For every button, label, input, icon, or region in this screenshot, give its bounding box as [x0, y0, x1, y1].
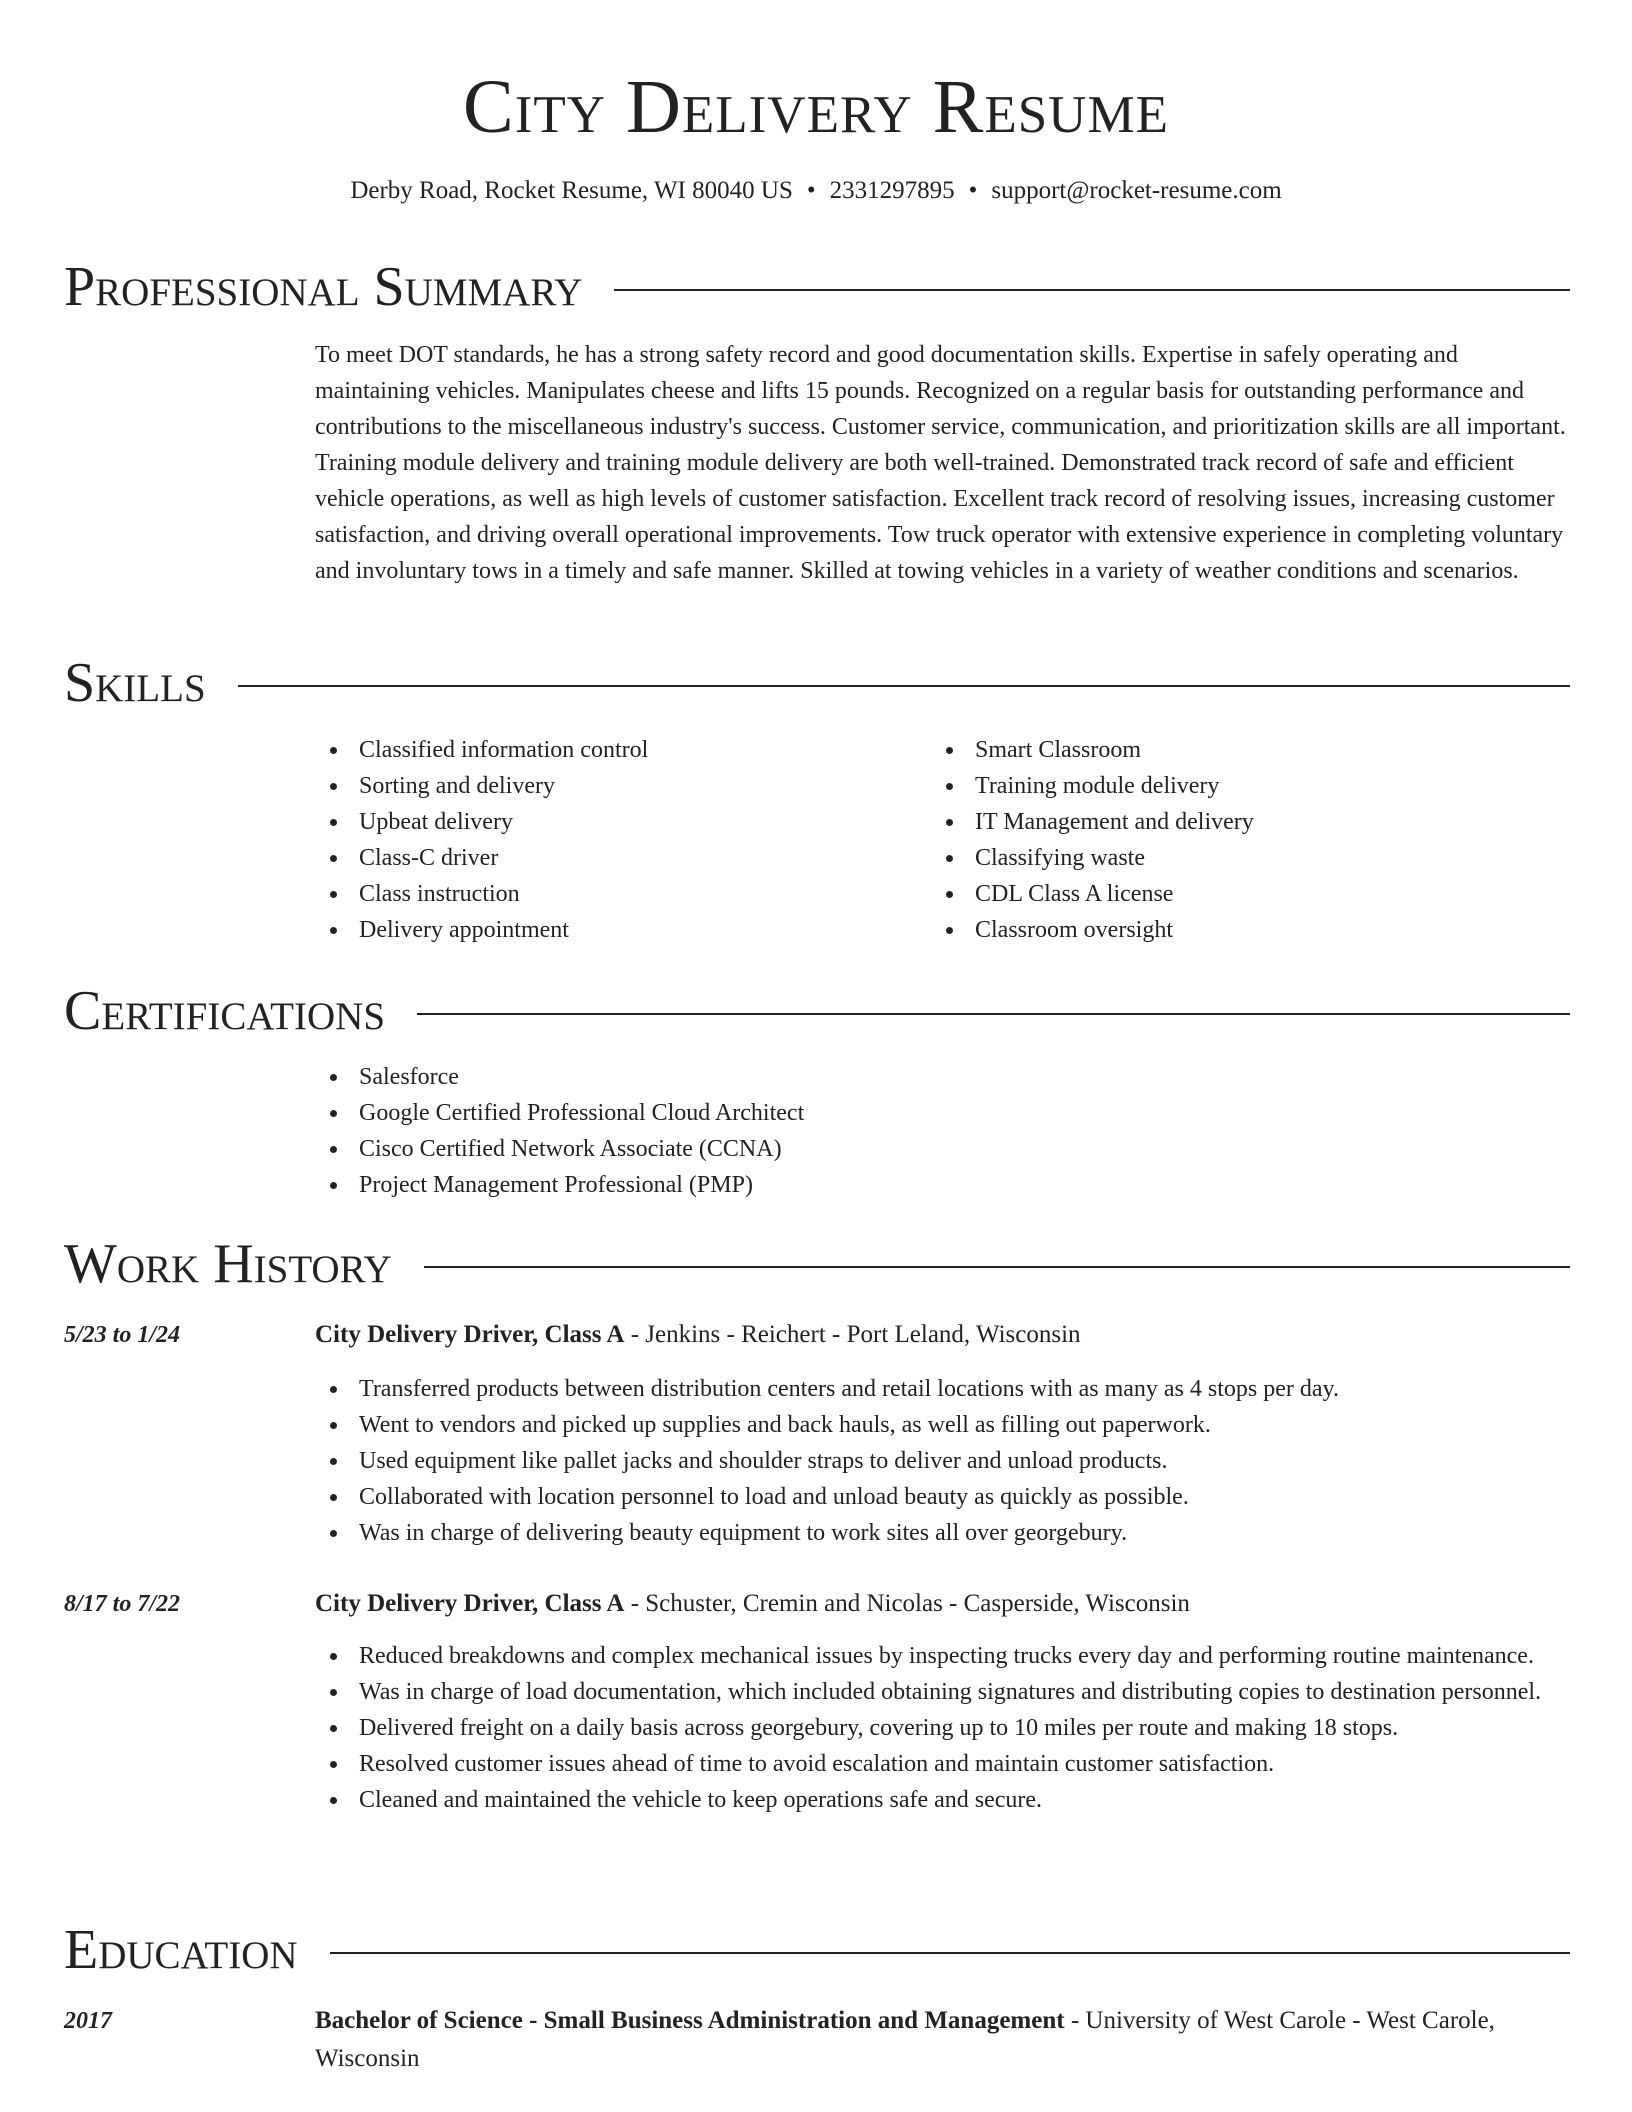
job-bullets — [315, 1638, 1570, 1818]
education-heading — [64, 1915, 1570, 1985]
summary-text: To meet DOT standards, he has a strong safety record and good documentation skills. Expertise in safely operating and maintaining vehicles. Manipulates cheese and lifts 15 pounds. Recognized on a regular basis for outstanding performance and contributions to the miscellaneous industry's success. Customer service, communication, and prioritization skills are all important. Training module delivery and training module delivery are both well-trained. Demonstrated track record of safe and efficient vehicle operations, as well as high levels of customer satisfaction. Excellent track record of resolving issues, increasing customer satisfaction, and driving overall operational improvements. Tow truck operator with extensive experience in completing voluntary and involuntary tows in a timely and safe manner. Skilled at towing vehicles in a variety of weather conditions and scenarios. — [315, 342, 1566, 584]
section-divider — [330, 1952, 1570, 1954]
section-divider — [614, 289, 1570, 291]
job-bullet: Collaborated with location personnel to load and unload beauty as quickly as possible. — [315, 1479, 1570, 1515]
job-employer: - Schuster, Cremin and Nicolas - Casperside, Wisconsin — [624, 1590, 1190, 1617]
skill-item: Class instruction — [315, 876, 915, 912]
summary-title: Professional Summary — [64, 256, 583, 318]
contact-address: Derby Road, Rocket Resume, WI 80040 US — [350, 177, 793, 204]
certification-item: Google Certified Professional Cloud Architect — [315, 1095, 1570, 1131]
job-bullet: Resolved customer issues ahead of time to avoid escalation and maintain customer satisfaction. — [315, 1746, 1570, 1782]
section-divider — [424, 1266, 1570, 1268]
certifications-list — [315, 1059, 1570, 1203]
job-title: City Delivery Driver, Class A — [315, 1590, 625, 1617]
certifications-title: Certifications — [64, 980, 386, 1042]
skills-title: Skills — [64, 652, 206, 714]
skill-item: IT Management and delivery — [931, 804, 1531, 840]
skill-item: Training module delivery — [931, 768, 1531, 804]
contact-phone: 2331297895 — [829, 177, 955, 204]
job-bullet: Went to vendors and picked up supplies and back hauls, as well as filling out paperwork. — [315, 1407, 1570, 1443]
contact-line — [0, 174, 1632, 208]
job-bullet: Used equipment like pallet jacks and shoulder straps to deliver and unload products. — [315, 1443, 1570, 1479]
contact-separator: • — [806, 177, 816, 204]
certification-item: Cisco Certified Network Associate (CCNA) — [315, 1131, 1570, 1167]
skill-item: Classifying waste — [931, 840, 1531, 876]
education-line — [315, 2002, 1570, 2078]
skills-column-right — [931, 732, 1531, 948]
section-divider — [238, 685, 1570, 687]
work-title: Work History — [64, 1233, 392, 1295]
job-employer: - Jenkins - Reichert - Port Leland, Wisconsin — [624, 1321, 1081, 1348]
section-divider — [417, 1013, 1570, 1015]
job-bullet: Was in charge of delivering beauty equipment to work sites all over georgebury. — [315, 1515, 1570, 1551]
certification-item: Salesforce — [315, 1059, 1570, 1095]
education-degree: Bachelor of Science - Small Business Administration and Management — [315, 2007, 1065, 2034]
job-dates: 5/23 to 1/24 — [64, 1322, 181, 1348]
skill-item: CDL Class A license — [931, 876, 1531, 912]
education-year: 2017 — [64, 2008, 112, 2034]
skills-heading — [64, 648, 1570, 718]
resume-name: City Delivery Resume — [463, 65, 1169, 149]
job-title-line — [315, 1316, 1570, 1354]
skill-item: Delivery appointment — [315, 912, 915, 948]
skill-item: Sorting and delivery — [315, 768, 915, 804]
skill-item: Class-C driver — [315, 840, 915, 876]
summary-heading — [64, 252, 1570, 322]
job-title: City Delivery Driver, Class A — [315, 1321, 625, 1348]
skills-column-left — [315, 732, 915, 948]
job-title-line — [315, 1585, 1570, 1623]
job-bullet: Was in charge of load documentation, which included obtaining signatures and distributing copies to destination personnel. — [315, 1674, 1570, 1710]
education-school: - University of West Carole - West Carole, Wisconsin — [315, 2007, 1495, 2072]
contact-separator: • — [968, 177, 978, 204]
job-bullet: Cleaned and maintained the vehicle to keep operations safe and secure. — [315, 1782, 1570, 1818]
skill-item: Classified information control — [315, 732, 915, 768]
education-title: Education — [64, 1919, 298, 1981]
job-dates: 8/17 to 7/22 — [64, 1591, 181, 1617]
job-bullet: Transferred products between distribution centers and retail locations with as many as 4 stops per day. — [315, 1371, 1570, 1407]
contact-email: support@rocket-resume.com — [991, 177, 1282, 204]
certification-item: Project Management Professional (PMP) — [315, 1167, 1570, 1203]
skill-item: Upbeat delivery — [315, 804, 915, 840]
work-heading — [64, 1229, 1570, 1299]
skill-item: Smart Classroom — [931, 732, 1531, 768]
certifications-heading — [64, 976, 1570, 1046]
job-bullet: Reduced breakdowns and complex mechanical issues by inspecting trucks every day and performing routine maintenance. — [315, 1638, 1570, 1674]
job-bullet: Delivered freight on a daily basis across georgebury, covering up to 10 miles per route and making 18 stops. — [315, 1710, 1570, 1746]
job-bullets — [315, 1371, 1570, 1551]
skill-item: Classroom oversight — [931, 912, 1531, 948]
